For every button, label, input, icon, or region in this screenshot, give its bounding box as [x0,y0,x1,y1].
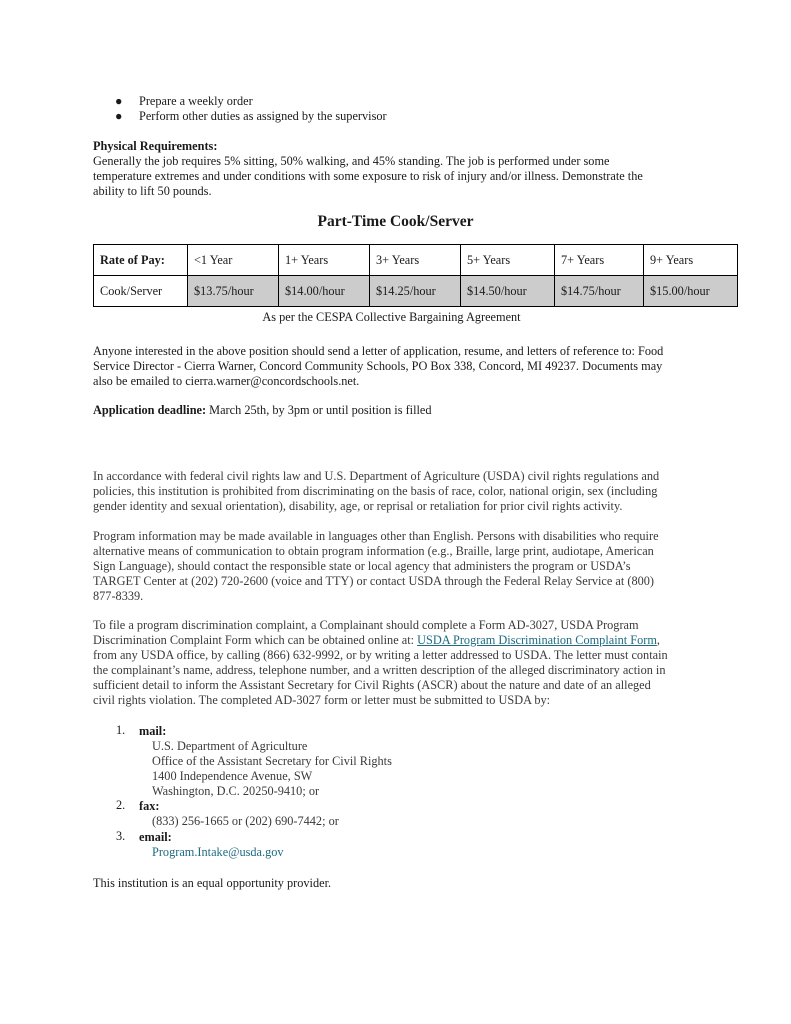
pay-table-cell: $14.00/hour [279,276,370,307]
pay-table-row [94,276,738,307]
pay-table-cell: $14.50/hour [461,276,555,307]
mail-address-line: 1400 Independence Avenue, SW [152,769,313,783]
bullet-icon: ● [115,94,123,108]
bullet-icon: ● [115,109,123,123]
email-address-link[interactable]: Program.Intake@usda.gov [152,845,284,859]
pay-table-header-cell: 5+ Years [461,245,555,276]
physical-line: temperature extremes and under conditions with some exposure to risk of injury and/or illness. Demonstrate the [93,169,643,183]
apply-line: also be emailed to cierra.warner@concordschools.net. [93,374,360,388]
program-info-line: Sign Language), should contact the responsible state or local agency that administers the program or USDA’s [93,559,631,573]
fax-label: fax: [139,799,160,813]
list-number: 3. [116,829,126,843]
program-info-line: TARGET Center at (202) 720-2600 (voice and TTY) or contact USDA through the Federal Relay Service at (800) [93,574,654,588]
pay-table-header-cell: 3+ Years [370,245,461,276]
bullet-item [115,94,253,109]
pay-table-header-cell: <1 Year [188,245,279,276]
pay-table-header-row [94,245,738,276]
email-label: email: [139,830,172,844]
program-info-line: 877-8339. [93,589,144,603]
program-info-line: alternative means of communication to obtain program information (e.g., Braille, large print, audiotape, American [93,544,654,558]
fax-numbers: (833) 256-1665 or (202) 690-7442; or [152,814,339,828]
list-number: 2. [116,798,126,812]
pay-table-header-cell: 9+ Years [644,245,738,276]
apply-line: Service Director - Cierra Warner, Concord Community Schools, PO Box 338, Concord, MI 49237. Documents may [93,359,663,373]
apply-line: Anyone interested in the above position should send a letter of application, resume, and letters of reference to: Food [93,344,664,358]
program-info-line: Program information may be made available in languages other than English. Persons with disabilities who require [93,529,659,543]
pay-table-header-cell: 1+ Years [279,245,370,276]
mail-address-line: Washington, D.C. 20250-9410; or [152,784,320,798]
civil-rights-line: policies, this institution is prohibited from discriminating on the basis of race, color, national origin, sex (including [93,484,658,498]
pay-table-header-cell: 7+ Years [555,245,644,276]
mail-label: mail: [139,724,167,738]
bullet-text: Perform other duties as assigned by the supervisor [139,109,387,123]
pay-table-header-cell: Rate of Pay: [94,245,188,276]
physical-requirements-heading: Physical Requirements: [93,139,218,153]
complaint-line: civil rights violation. The completed AD-3027 form or letter must be submitted to USDA by: [93,693,551,707]
bullet-text: Prepare a weekly order [139,94,253,108]
civil-rights-line: gender identity and sexual orientation), disability, age, or reprisal or retaliation for prior civil rights activity. [93,499,623,513]
list-number: 1. [116,723,126,737]
table-caption: As per the CESPA Collective Bargaining Agreement [262,310,521,324]
complaint-form-link[interactable]: USDA Program Discrimination Complaint Form [417,633,657,647]
pay-table-cell: $15.00/hour [644,276,738,307]
physical-line: Generally the job requires 5% sitting, 50% walking, and 45% standing. The job is performed under some [93,154,610,168]
application-deadline [93,403,703,418]
mail-address-line: Office of the Assistant Secretary for Civil Rights [152,754,392,768]
pay-table [93,244,738,307]
complaint-line: sufficient detail to inform the Assistant Secretary for Civil Rights (ASCR) about the nature and date of an alleged [93,678,651,692]
civil-rights-line: In accordance with federal civil rights law and U.S. Department of Agriculture (USDA) civil rights regulations and [93,469,660,483]
bullet-item [115,109,387,124]
pay-table-cell: $14.25/hour [370,276,461,307]
section-title: Part-Time Cook/Server [317,213,474,230]
mail-address-line: U.S. Department of Agriculture [152,739,308,753]
complaint-line: from any USDA office, by calling (866) 632-9992, or by writing a letter addressed to USDA. The letter must contain [93,648,668,662]
closing-statement: This institution is an equal opportunity provider. [93,876,332,890]
physical-line: ability to lift 50 pounds. [93,184,212,198]
pay-table-cell: Cook/Server [94,276,188,307]
complaint-line: To file a program discrimination complaint, a Complainant should complete a Form AD-3027, USDA Program [93,618,639,632]
pay-table-cell: $13.75/hour [188,276,279,307]
deadline-text: March 25th, by 3pm or until position is filled [206,403,432,417]
complaint-line: Discrimination Complaint Form which can be obtained online at: USDA Program Discrimination Complaint Form, [93,633,660,647]
pay-table-cell: $14.75/hour [555,276,644,307]
deadline-label: Application deadline: [93,403,207,417]
complaint-line: the complainant’s name, address, telephone number, and a written description of the alleged discriminatory action in [93,663,666,677]
